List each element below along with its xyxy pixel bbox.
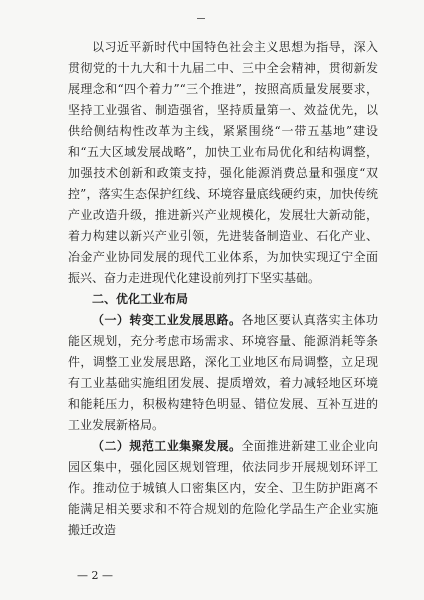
item-paragraph-1: [68, 310, 378, 436]
item-paragraph-2: [68, 436, 378, 541]
item-2-text: 全面推进新建工业企业向园区集中，强化园区规划管理，依法同步开展规划环评工作。推动位于城镇人口密集区内，安全、卫生防护距离不能满足相关要求和不符合规划的危险化学品生产企业实施搬迁改造: [68, 439, 378, 537]
page-number: — 2 —: [77, 569, 113, 582]
item-1-text: 各地区要认真落实主体功能区规划，充分考虑市场需求、环境容量、能源消耗等条件，调整工业发展思路，深化工业地区布局调整，立足现有工业基础实施组团发展、提质增效，着力减轻地区环境和能耗压力，积极构建特色明显、错位发展、互补互进的工业发展新格局。: [68, 313, 378, 432]
section-heading: 二、优化工业布局: [92, 292, 189, 306]
intro-paragraph: 以习近平新时代中国特色社会主义思想为指导，深入贯彻党的十九大和十九届二中、三中全会精神，贯彻新发展理念和“四个着力”“三个推进”，按照高质量发展要求，坚持工业强省、制造强省，坚持质量第一、效益优先，以供给侧结构性改革为主线，紧紧围绕“一带五基地”建设和“五大区域发展战略”，加快工业布局优化和结构调整，加强技术创新和政策支持，强化能源消费总量和强度“双控”，落实生态保护红线、环境容量底线硬约束，加快传统产业改造升级，推进新兴产业规模化，发展壮大新动能，着力构建以新兴产业引领，先进装备制造业、石化产业、冶金产业协同发展的现代工业体系，为加快实现辽宁全面振兴、奋力走进现代化建设前列打下坚实基础。: [68, 40, 378, 285]
item-2-lead: （二）规范工业集聚发展。: [92, 439, 242, 453]
item-1-lead: （一）转变工业发展思路。: [92, 313, 242, 327]
document-body: [68, 37, 378, 541]
page-top-mark: [197, 18, 205, 19]
